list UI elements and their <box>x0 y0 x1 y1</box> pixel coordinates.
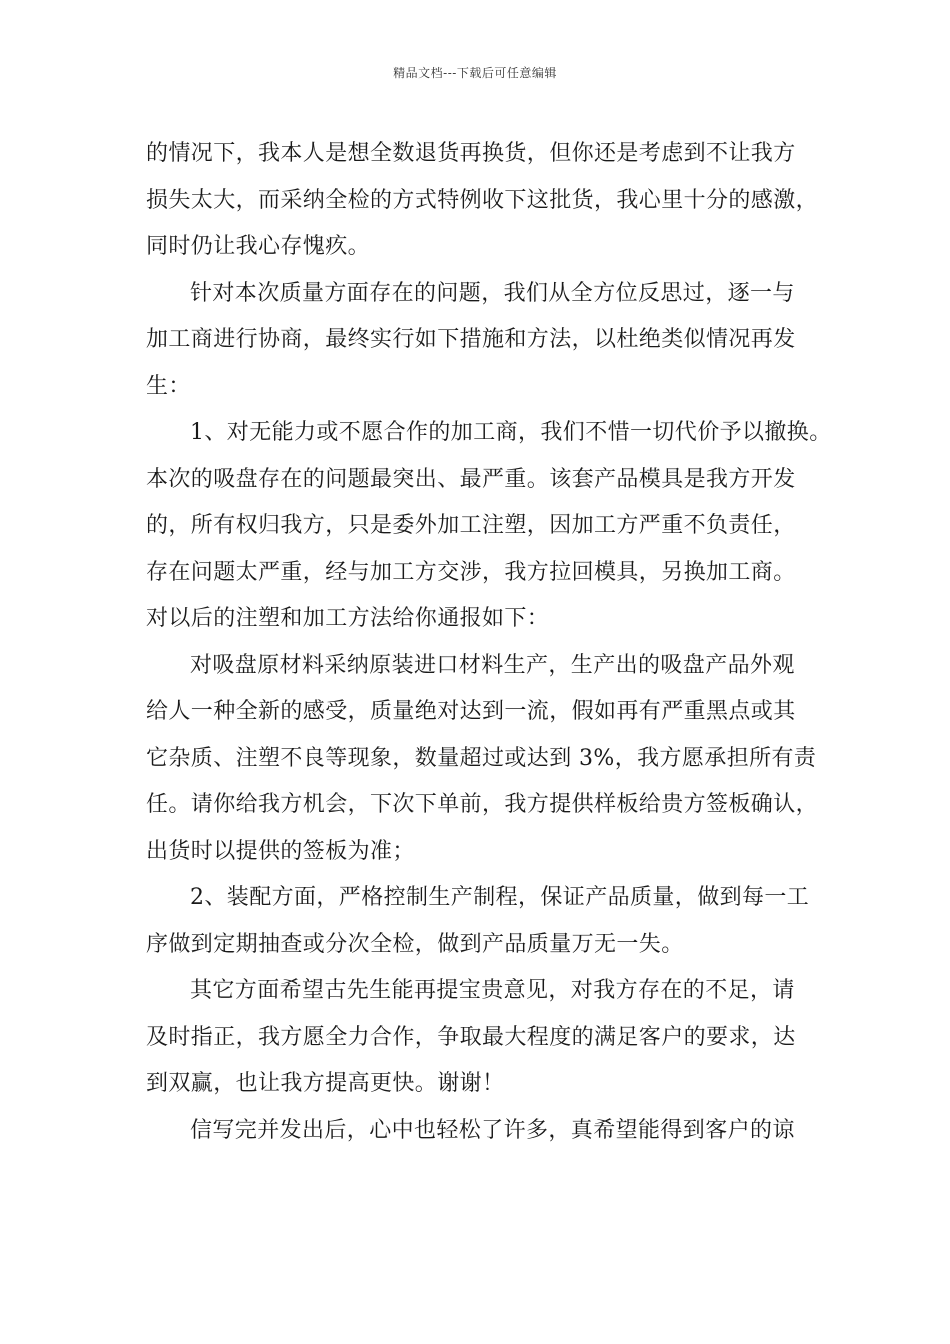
text-line: 2、装配方面，严格控制生产制程，保证产品质量，做到每一工 <box>190 885 810 910</box>
paragraph-2 <box>146 271 814 411</box>
text-line: 的情况下，我本人是想全数退货再换货，但你还是考虑到不让我方 <box>146 141 796 166</box>
text-line: 损失太大，而采纳全检的方式特例收下这批货，我心里十分的感激， <box>146 187 819 213</box>
text-line: 的，所有权归我方，只是委外加工注塑，因加工方严重不负责任， <box>146 513 796 538</box>
paragraph-5 <box>146 875 814 968</box>
text-line: 加工商进行协商，最终实行如下措施和方法，以杜绝类似情况再发 <box>146 327 796 352</box>
text-line: 信写完并发出后，心中也轻松了许多，真希望能得到客户的谅 <box>190 1117 795 1143</box>
text-line: 其它方面希望古先生能再提宝贵意见，对我方存在的不足，请 <box>190 978 795 1003</box>
text-line: 任。请你给我方机会，下次下单前，我方提供样板给贵方签板确认， <box>146 792 819 817</box>
paragraph-3 <box>146 410 832 643</box>
paragraph-1 <box>146 131 819 271</box>
page-header: 精品文档---下载后可任意编辑 <box>393 66 557 80</box>
text-line: 及时指正，我方愿全力合作，争取最大程度的满足客户的要求，达 <box>146 1024 796 1050</box>
text-line: 给人一种全新的感受，质量绝对达到一流，假如再有严重黑点或其 <box>146 699 796 724</box>
text-line: 它杂质、注塑不良等现象，数量超过或达到 3%，我方愿承担所有责 <box>146 745 817 771</box>
text-line: 生： <box>146 373 191 399</box>
text-line: 存在问题太严重，经与加工方交涉，我方拉回模具，另换加工商。 <box>146 559 796 585</box>
text-line: 同时仍让我心存愧疚。 <box>146 234 371 259</box>
text-line: 对吸盘原材料采纳原装进口材料生产，生产出的吸盘产品外观 <box>190 652 795 678</box>
text-line: 到双赢，也让我方提高更快。谢谢！ <box>146 1071 505 1096</box>
document-body <box>146 131 832 1154</box>
text-line: 针对本次质量方面存在的问题，我们从全方位反思过，逐一与 <box>190 280 795 306</box>
text-line: 出货时以提供的签板为准； <box>146 838 415 864</box>
text-line: 序做到定期抽查或分次全检，做到产品质量万无一失。 <box>146 931 684 957</box>
paragraph-6 <box>146 968 814 1108</box>
paragraph-4 <box>146 643 819 876</box>
text-line: 对以后的注塑和加工方法给你通报如下： <box>146 606 550 631</box>
text-line: 1、对无能力或不愿合作的加工商，我们不惜一切代价予以撤换。 <box>190 420 832 445</box>
text-line: 本次的吸盘存在的问题最突出、最严重。该套产品模具是我方开发 <box>146 466 796 492</box>
paragraph-7 <box>146 1108 814 1155</box>
